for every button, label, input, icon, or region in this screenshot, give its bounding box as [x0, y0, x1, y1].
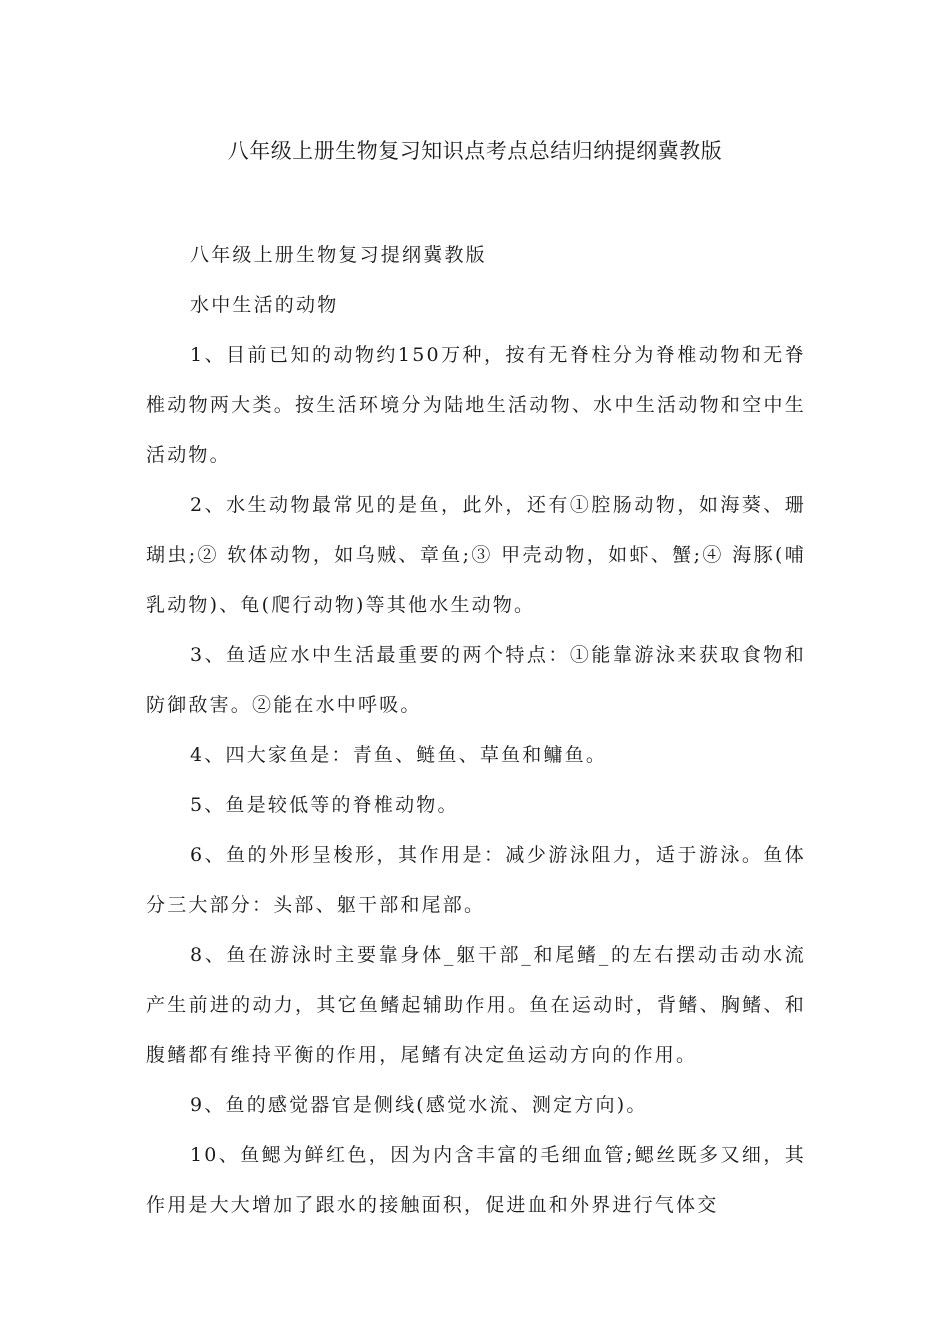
document-title: 八年级上册生物复习知识点考点总结归纳提纲冀教版	[227, 139, 723, 163]
paragraph-item-2: 2、水生动物最常见的是鱼，此外，还有①腔肠动物，如海葵、珊瑚虫;② 软体动物，如乌贼、章鱼;③ 甲壳动物，如虾、蟹;④ 海豚(哺乳动物)、龟(爬行动物)等其他水生动物。	[146, 494, 806, 616]
paragraph-item-3: 3、鱼适应水中生活最重要的两个特点：①能靠游泳来获取食物和防御敌害。②能在水中呼吸。	[146, 644, 806, 716]
paragraph-item-9: 9、鱼的感觉器官是侧线(感觉水流、测定方向)。	[190, 1094, 648, 1116]
paragraph-item-8: 8、鱼在游泳时主要靠身体_躯干部_和尾鳍_的左右摆动击动水流产生前进的动力，其它鱼鳍起辅助作用。鱼在运动时，背鳍、胸鳍、和腹鳍都有维持平衡的作用，尾鳍有决定鱼运动方向的作用。	[146, 944, 806, 1066]
paragraph-subtitle: 八年级上册生物复习提纲冀教版	[190, 244, 487, 266]
paragraph-item-6: 6、鱼的外形呈梭形，其作用是：减少游泳阻力，适于游泳。鱼体分三大部分：头部、躯干部和尾部。	[146, 844, 806, 916]
paragraph-item-1: 1、目前已知的动物约150万种，按有无脊柱分为脊椎动物和无脊椎动物两大类。按生活环境分为陆地生活动物、水中生活动物和空中生活动物。	[146, 344, 806, 466]
paragraph-item-4: 4、四大家鱼是：青鱼、鲢鱼、草鱼和鳙鱼。	[190, 744, 608, 766]
document-body	[146, 230, 806, 1230]
paragraph-item-10: 10、鱼鳃为鲜红色，因为内含丰富的毛细血管;鳃丝既多又细，其作用是大大增加了跟水的接触面积，促进血和外界进行气体交	[146, 1144, 806, 1216]
paragraph-section-heading: 水中生活的动物	[190, 294, 339, 316]
paragraph-item-5: 5、鱼是较低等的脊椎动物。	[190, 794, 459, 816]
